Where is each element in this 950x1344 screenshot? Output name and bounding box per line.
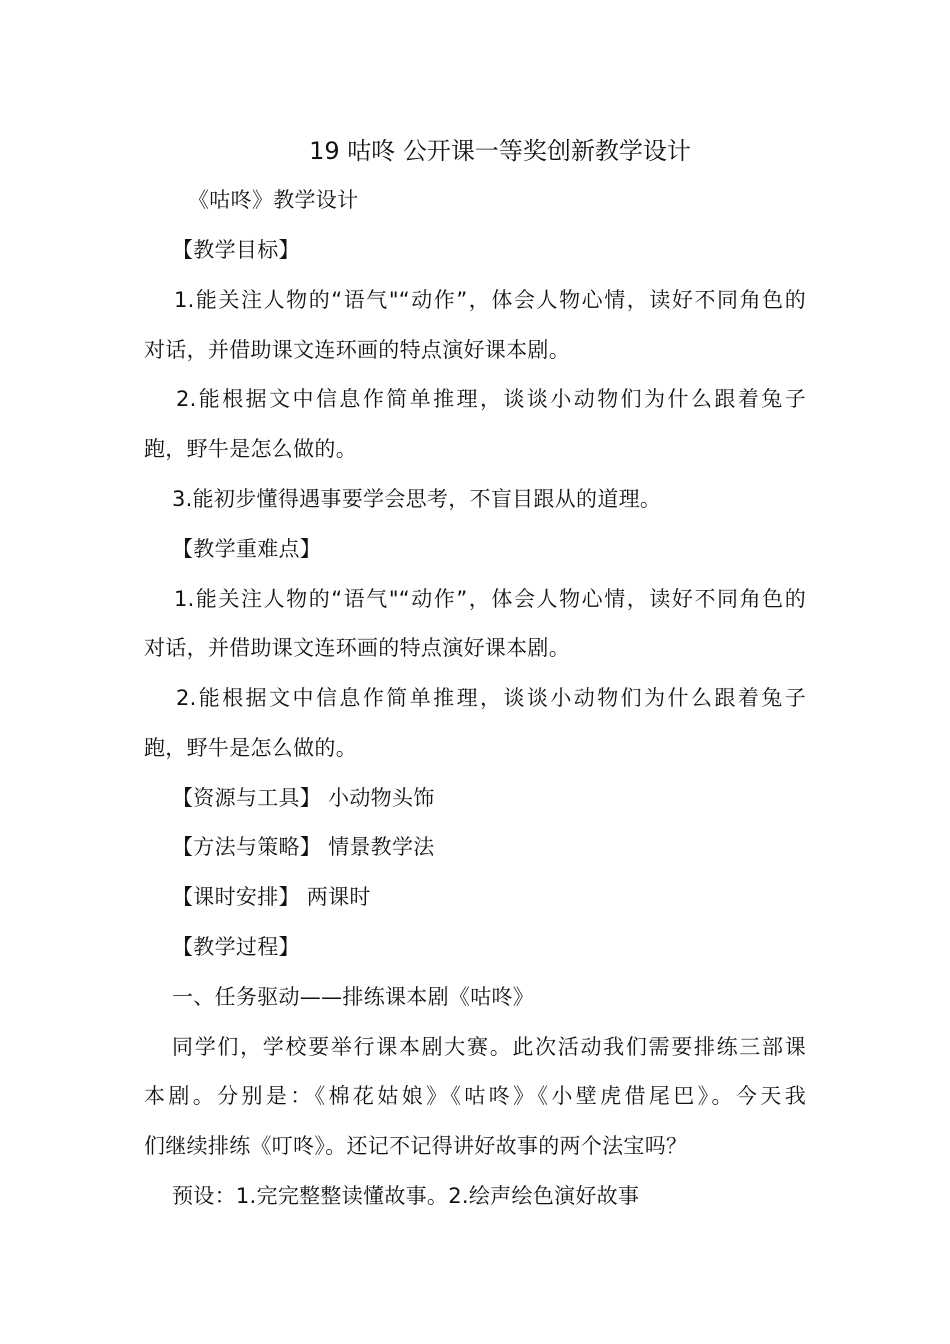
key-point-2-line-2: 跑，野牛是怎么做的。 xyxy=(144,736,357,760)
goal-2-line-2: 跑，野牛是怎么做的。 xyxy=(144,437,357,461)
section-1-heading: 一、任务驱动——排练课本剧《咕咚》 xyxy=(172,985,535,1009)
key-point-2-line-1: 2.能根据文中信息作简单推理，谈谈小动物们为什么跟着兔子 xyxy=(176,686,806,710)
paragraph-1-line-3: 们继续排练《叮咚》。还记不记得讲好故事的两个法宝吗？ xyxy=(144,1134,688,1158)
goal-3: 3.能初步懂得遇事要学会思考，不盲目跟从的道理。 xyxy=(172,487,662,511)
goal-1-line-1: 1.能关注人物的“语气"“动作”，体会人物心情，读好不同角色的 xyxy=(174,288,806,312)
resources-line: 【资源与工具】 小动物头饰 xyxy=(172,786,435,810)
goals-heading: 【教学目标】 xyxy=(172,238,300,262)
goal-2-line-1: 2.能根据文中信息作简单推理，谈谈小动物们为什么跟着兔子 xyxy=(176,387,806,411)
paragraph-1-line-1: 同学们，学校要举行课本剧大赛。此次活动我们需要排练三部课 xyxy=(172,1035,806,1059)
goal-1-line-2: 对话，并借助课文连环画的特点演好课本剧。 xyxy=(144,338,570,362)
process-heading: 【教学过程】 xyxy=(172,935,300,959)
subtitle: 《咕咚》教学设计 xyxy=(188,188,359,212)
key-points-heading: 【教学重难点】 xyxy=(172,537,322,561)
document-title: 19 咕咚 公开课一等奖创新教学设计 xyxy=(309,137,691,165)
paragraph-2: 预设：1.完完整整读懂故事。2.绘声绘色演好故事 xyxy=(172,1184,640,1208)
methods-line: 【方法与策略】 情景教学法 xyxy=(172,835,435,859)
paragraph-1-line-2: 本剧。分别是：《棉花姑娘》《咕咚》《小壁虎借尾巴》。今天我 xyxy=(144,1084,806,1108)
schedule-line: 【课时安排】 两课时 xyxy=(172,885,371,909)
key-point-1-line-2: 对话，并借助课文连环画的特点演好课本剧。 xyxy=(144,636,570,660)
key-point-1-line-1: 1.能关注人物的“语气"“动作”，体会人物心情，读好不同角色的 xyxy=(174,587,806,611)
